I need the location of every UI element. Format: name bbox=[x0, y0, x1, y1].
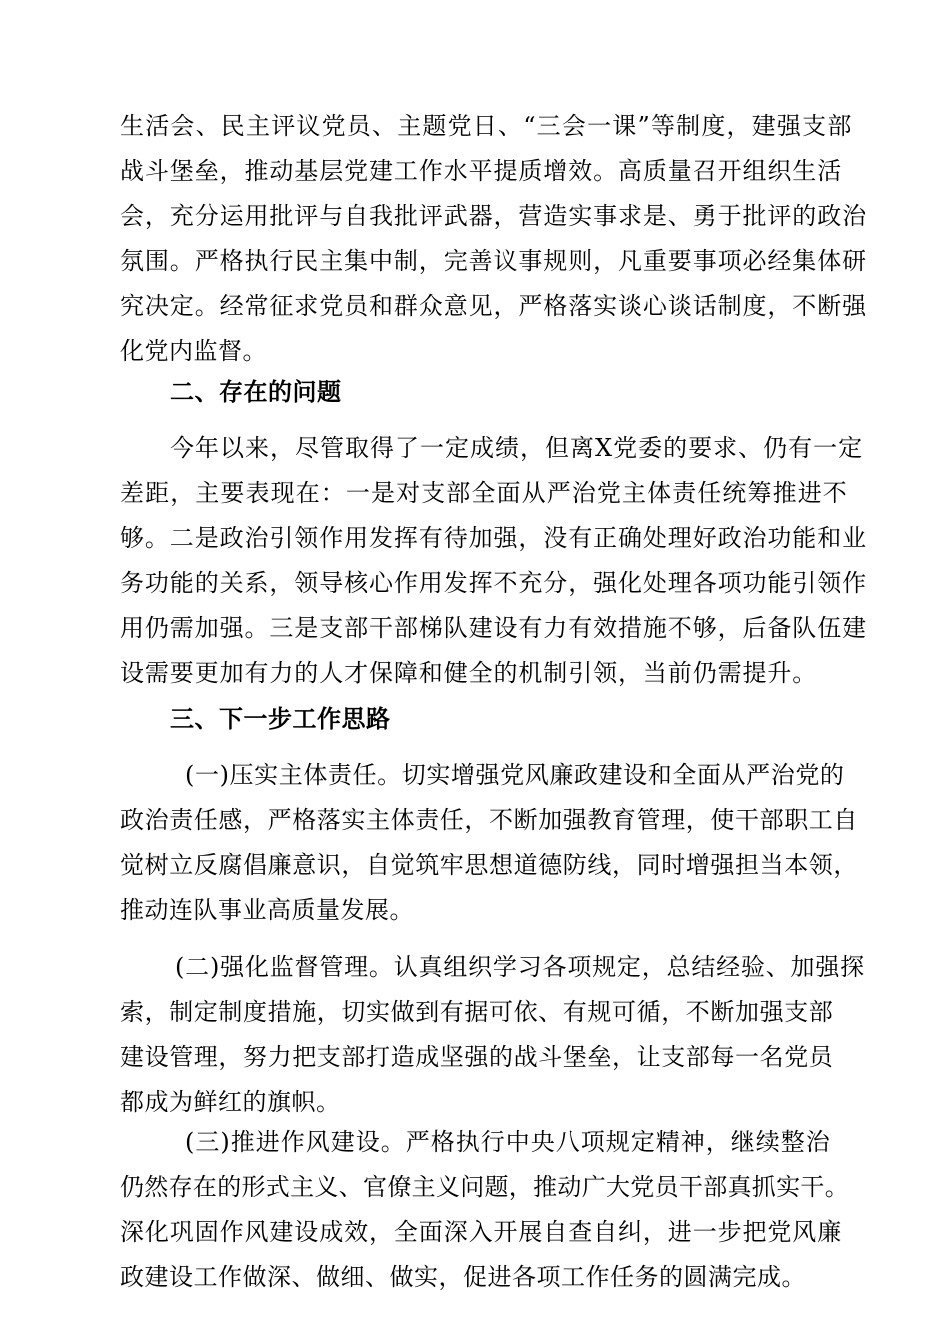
text-line: 设需要更加有力的人才保障和健全的机制引领，当前仍需提升。 bbox=[120, 659, 818, 687]
paragraph-responsibility bbox=[120, 753, 868, 933]
text-line: 差距，主要表现在：一是对支部全面从严治党主体责任统筹推进不 bbox=[120, 479, 848, 507]
text-line: 够。二是政治引领作用发挥有待加强，没有正确处理好政治功能和业 bbox=[120, 524, 867, 552]
text-line: 今年以来，尽管取得了一定成绩，但离X党委的要求、仍有一定 bbox=[170, 434, 864, 462]
text-line: (一)压实主体责任。切实增强党风廉政建设和全面从严治党的 bbox=[185, 761, 845, 789]
paragraph-party-life bbox=[120, 104, 868, 374]
paragraph-problems bbox=[120, 426, 868, 696]
text-line: 究决定。经常征求党员和群众意见，严格落实谈心谈话制度，不断强 bbox=[120, 292, 867, 320]
text-line: 生活会、民主评议党员、主题党日、“三会一课”等制度，建强支部 bbox=[120, 112, 853, 140]
text-line: 觉树立反腐倡廉意识，自觉筑牢思想道德防线，同时增强担当本领， bbox=[120, 851, 858, 879]
text-line: 战斗堡垒，推动基层党建工作水平提质增效。高质量召开组织生活 bbox=[120, 157, 843, 185]
text-line: 政治责任感，严格落实主体责任，不断加强教育管理，使干部职工自 bbox=[120, 806, 858, 834]
section-heading-next-steps: 三、下一步工作思路 bbox=[170, 704, 391, 733]
section-heading-problems: 二、存在的问题 bbox=[170, 377, 342, 406]
text-line: 都成为鲜红的旗帜。 bbox=[120, 1088, 341, 1116]
text-line: 深化巩固作风建设成效，全面深入开展自查自纠，进一步把党风廉 bbox=[120, 1218, 843, 1246]
paragraph-work-style bbox=[120, 1120, 868, 1300]
text-line: (二)强化监督管理。认真组织学习各项规定，总结经验、加强探 bbox=[175, 953, 865, 981]
text-line: (三)推进作风建设。严格执行中央八项规定精神，继续整治 bbox=[185, 1128, 831, 1156]
text-line: 政建设工作做深、做细、做实，促进各项工作任务的圆满完成。 bbox=[120, 1263, 806, 1291]
text-line: 氛围。严格执行民主集中制，完善议事规则，凡重要事项必经集体研 bbox=[120, 247, 867, 275]
text-line: 务功能的关系，领导核心作用发挥不充分，强化处理各项功能引领作 bbox=[120, 569, 867, 597]
text-line: 推动连队事业高质量发展。 bbox=[120, 896, 414, 924]
text-line: 用仍需加强。三是支部干部梯队建设有力有效措施不够，后备队伍建 bbox=[120, 614, 867, 642]
text-line: 化党内监督。 bbox=[120, 337, 267, 365]
paragraph-supervision bbox=[120, 945, 868, 1125]
text-line: 建设管理，努力把支部打造成坚强的战斗堡垒，让支部每一名党员 bbox=[120, 1043, 834, 1071]
text-line: 仍然存在的形式主义、官僚主义问题，推动广大党员干部真抓实干。 bbox=[120, 1173, 849, 1201]
text-line: 会，充分运用批评与自我批评武器，营造实事求是、勇于批评的政治 bbox=[120, 202, 867, 230]
text-line: 索，制定制度措施，切实做到有据可依、有规可循，不断加强支部 bbox=[120, 998, 834, 1026]
